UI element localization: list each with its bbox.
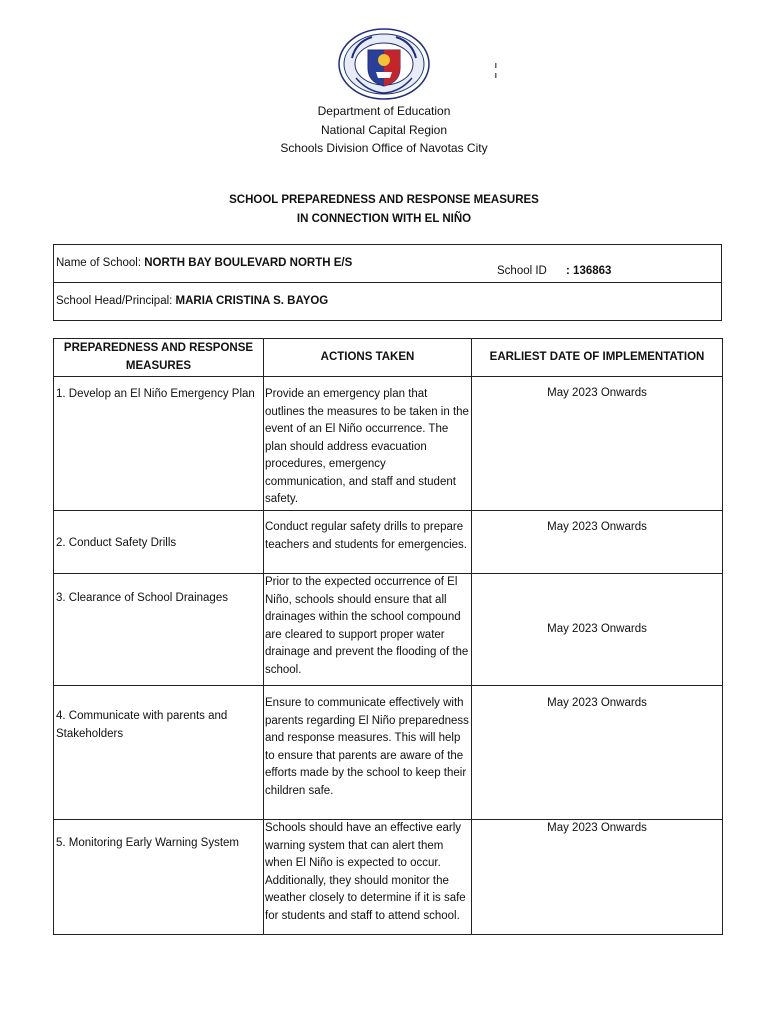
header-date: EARLIEST DATE OF IMPLEMENTATION (472, 339, 723, 377)
table-row (54, 574, 723, 686)
measure-cell: 5. Monitoring Early Warning System (54, 820, 264, 935)
action-cell: Prior to the expected occurrence of El Niño, schools should ensure that all drainages within the school compound are cleared to support proper water drainage and prevent the flooding of the school. (264, 574, 472, 686)
region-name: National Capital Region (320, 123, 448, 137)
school-name-row (54, 245, 721, 283)
table-row (54, 511, 723, 574)
document-title-line1: SCHOOL PREPAREDNESS AND RESPONSE MEASURES (229, 194, 539, 206)
date-cell: May 2023 Onwards (472, 511, 723, 574)
school-head-value: MARIA CRISTINA S. BAYOG (175, 295, 329, 307)
table-row (54, 820, 723, 935)
date-cell: May 2023 Onwards (472, 686, 723, 820)
table-header-row (54, 339, 723, 377)
document-title-line2: IN CONNECTION WITH EL NIÑO (296, 213, 472, 225)
school-id-field (497, 263, 611, 279)
school-head-field (56, 293, 328, 309)
table-row (54, 686, 723, 820)
measure-cell: 3. Clearance of School Drainages (54, 574, 264, 686)
school-id-value: : 136863 (566, 265, 612, 277)
measure-cell: 4. Communicate with parents and Stakeholders (54, 686, 264, 820)
decorative-mark (494, 62, 498, 80)
school-head-row (54, 283, 721, 320)
header-actions: ACTIONS TAKEN (264, 339, 472, 377)
header-measures: PREPAREDNESS AND RESPONSE MEASURES (54, 339, 264, 377)
school-name-field (56, 255, 352, 271)
measures-table (53, 338, 723, 935)
date-cell: May 2023 Onwards (472, 377, 723, 511)
action-cell: Conduct regular safety drills to prepare teachers and students for emergencies. (264, 511, 472, 574)
measure-cell: 1. Develop an El Niño Emergency Plan (54, 377, 264, 511)
deped-seal-logo (338, 28, 430, 100)
action-cell: Ensure to communicate effectively with parents regarding El Niño preparedness and response measures. This will help to ensure that parents are aware of the efforts made by the school to keep their children safe. (264, 686, 472, 820)
date-cell: May 2023 Onwards (472, 820, 723, 935)
school-name-value: NORTH BAY BOULEVARD NORTH E/S (144, 257, 353, 269)
table-row (54, 377, 723, 511)
measure-cell: 2. Conduct Safety Drills (54, 511, 264, 574)
division-office-name: Schools Division Office of Navotas City (280, 141, 488, 155)
action-cell: Provide an emergency plan that outlines the measures to be taken in the event of an El Niño occurrence. The plan should address evacuation procedures, emergency communication, and staff and student safety. (264, 377, 472, 511)
school-head-label: School Head/Principal: (56, 295, 173, 307)
school-name-label: Name of School: (56, 257, 142, 269)
school-id-label: School ID (497, 265, 547, 277)
department-name: Department of Education (317, 104, 451, 118)
action-cell: Schools should have an effective early warning system that can alert them when El Niño is expected to occur. Additionally, they should monitor the weather closely to determine if it is safe for students and staff to attend school. (264, 820, 472, 935)
school-info-box (53, 244, 722, 321)
date-cell: May 2023 Onwards (472, 574, 723, 686)
